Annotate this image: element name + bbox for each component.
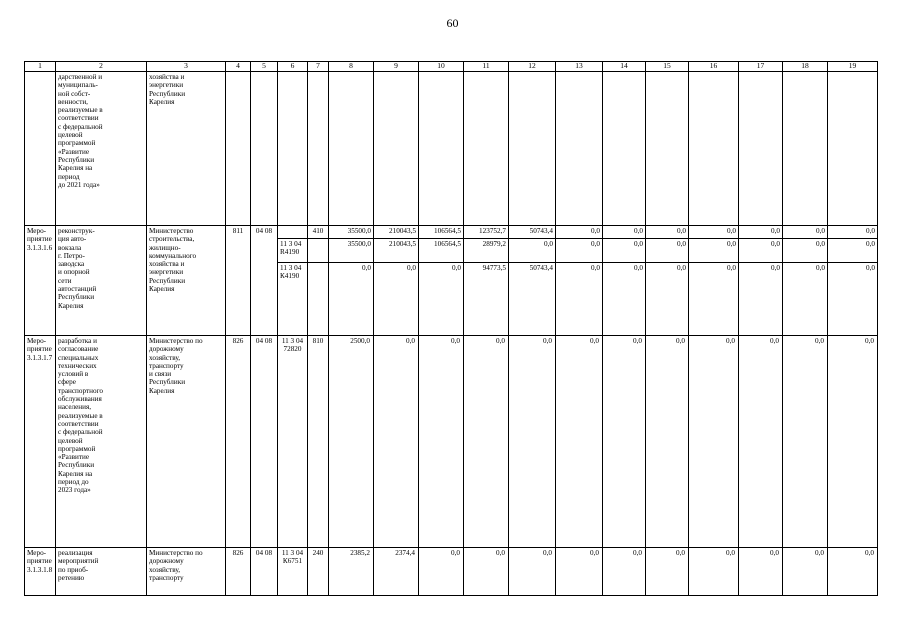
text-line: транспорту — [149, 361, 184, 370]
text-line: Республики — [149, 89, 186, 98]
text-line: хозяйству, — [149, 565, 181, 574]
column-header: 8 — [329, 62, 374, 72]
value-cell: 2374,4 — [374, 548, 419, 596]
text-line: Карелия — [149, 285, 175, 294]
measure-description-cell — [56, 72, 147, 226]
value-cell — [509, 72, 556, 226]
value: 0,0 — [689, 226, 738, 239]
text-line: 3.1.3.1.8 — [27, 565, 53, 574]
measure-description-cell — [56, 336, 147, 548]
value: 0,0 — [603, 239, 645, 263]
text-line: технических — [58, 361, 97, 370]
text-line: Карелия — [149, 386, 175, 395]
value: 50743,4 — [509, 226, 555, 239]
value: 123752,7 — [464, 226, 508, 239]
value-cell: 0,0 — [509, 548, 556, 596]
value: 0,0 — [646, 226, 688, 239]
text-line: по приоб- — [58, 565, 89, 574]
expense-type-cell — [308, 72, 329, 226]
sub-cell — [278, 263, 307, 286]
text-line: дорожному — [149, 345, 184, 354]
value-cell: 0,0 — [509, 336, 556, 548]
value: 106564,5 — [419, 239, 463, 263]
column-header: 13 — [556, 62, 603, 72]
value: 0,0 — [634, 264, 643, 272]
value-cell — [419, 72, 464, 226]
value: 0,0 — [591, 264, 600, 272]
sub-cell — [308, 239, 328, 263]
measure-code-cell — [25, 548, 56, 596]
text-line: и опорной — [58, 268, 90, 277]
text-line: «Развитие — [58, 453, 90, 462]
value-cell: 0,0 — [556, 336, 603, 548]
value-cell — [556, 226, 603, 336]
text-line: коммунального — [149, 251, 197, 260]
text-line: строительства, — [149, 235, 195, 244]
measure-description-cell — [56, 548, 147, 596]
value: 0,0 — [771, 264, 780, 272]
column-header: 1 — [25, 62, 56, 72]
value: 0,0 — [739, 239, 782, 263]
column-header: 6 — [278, 62, 308, 72]
text-line: населения, — [58, 403, 92, 412]
text-line: Министерство по — [149, 337, 203, 345]
text-line: Республики — [149, 276, 186, 285]
text-line: дорожному — [149, 557, 184, 566]
text-line: 3.1.3.1.7 — [27, 353, 53, 362]
value-cell: 0,0 — [603, 548, 646, 596]
text-line: программой — [58, 139, 96, 148]
target-article-cell — [278, 336, 308, 548]
text-line: Республики — [58, 461, 95, 470]
responsible-executor-cell — [147, 336, 226, 548]
section-code-cell — [251, 72, 278, 226]
text-line: и связи — [149, 370, 172, 379]
column-header: 19 — [828, 62, 878, 72]
value: 35500,0 — [329, 226, 373, 239]
value: 0,0 — [646, 239, 688, 263]
value-cell: 0,0 — [419, 336, 464, 548]
sub-cell: 410 — [308, 226, 328, 239]
target-article-cell — [278, 548, 308, 596]
column-header: 9 — [374, 62, 419, 72]
text-line: 11 3 04 — [281, 337, 304, 345]
value-cell — [783, 226, 828, 336]
text-line: транспортного — [58, 386, 103, 395]
value-cell — [646, 72, 689, 226]
text-line: приятие — [27, 345, 52, 354]
text-line: ной собст- — [58, 89, 91, 98]
value-cell — [689, 226, 739, 336]
text-line: период до — [58, 478, 89, 487]
page-number: 60 — [446, 16, 459, 30]
text-line: 11 3 04 — [281, 549, 304, 557]
value: 28979,2 — [464, 239, 508, 263]
value: 0,0 — [828, 226, 877, 239]
text-line: до 2021 года» — [58, 180, 100, 189]
column-header: 17 — [739, 62, 783, 72]
value-cell — [646, 226, 689, 336]
text-line: К4190 — [280, 272, 300, 281]
text-line: реализация — [58, 549, 93, 557]
value-cell — [739, 72, 783, 226]
value: 210043,5 — [374, 226, 418, 239]
target-article-cell — [278, 226, 308, 336]
value: 0,0 — [783, 239, 827, 263]
column-header: 11 — [464, 62, 509, 72]
column-header: 7 — [308, 62, 329, 72]
column-header: 10 — [419, 62, 464, 72]
text-line: сети — [58, 276, 72, 285]
text-line: муниципаль- — [58, 81, 98, 90]
text-line: энергетики — [149, 268, 184, 277]
sub-cell — [308, 263, 328, 286]
value: 0,0 — [556, 239, 602, 263]
value-cell — [374, 72, 419, 226]
text-line: Карелия — [149, 97, 175, 106]
value: 0,0 — [556, 226, 602, 239]
text-line: 3.1.3.1.6 — [27, 243, 53, 252]
text-line: хозяйству, — [149, 353, 181, 362]
text-line: Карелия на — [58, 469, 93, 478]
text-line: программой — [58, 444, 96, 453]
value: 0,0 — [828, 239, 877, 263]
sub-cell — [278, 226, 307, 239]
value-cell: 2385,2 — [329, 548, 374, 596]
text-line: заводска — [58, 260, 85, 269]
measure-code-cell — [25, 72, 56, 226]
target-article-cell — [278, 72, 308, 226]
value-cell: 0,0 — [646, 336, 689, 548]
value: 0,0 — [866, 264, 875, 272]
value-cell: 0,0 — [603, 336, 646, 548]
text-line: Карелия на — [58, 164, 93, 173]
value: 210043,5 — [374, 239, 418, 263]
section-code-cell: 04 08 — [251, 336, 278, 548]
text-line: приятие — [27, 557, 52, 566]
text-line: целевой — [58, 131, 83, 140]
value-cell — [509, 226, 556, 336]
text-line: соответствии — [58, 114, 99, 123]
value: 0,0 — [407, 264, 416, 272]
grbs-code-cell: 826 — [226, 548, 251, 596]
column-header: 3 — [147, 62, 226, 72]
text-line: К6751 — [282, 557, 303, 566]
column-header: 15 — [646, 62, 689, 72]
text-line: реализуемые в — [58, 106, 103, 115]
text-line: Меро- — [27, 227, 47, 235]
text-line: разработка и — [58, 337, 97, 345]
grbs-code-cell: 826 — [226, 336, 251, 548]
value: 0,0 — [452, 264, 461, 272]
value-cell — [329, 72, 374, 226]
text-line: Республики — [149, 378, 186, 387]
value-cell — [828, 72, 878, 226]
text-line: г. Петро- — [58, 251, 85, 260]
text-line: венности, — [58, 97, 88, 106]
text-line: Республики — [58, 293, 95, 302]
text-line: Карелия — [58, 301, 84, 310]
text-line: вокзала — [58, 243, 82, 252]
value-cell: 0,0 — [689, 336, 739, 548]
value-cell — [603, 72, 646, 226]
responsible-executor-cell — [147, 72, 226, 226]
value-cell — [329, 226, 374, 336]
value: 0,0 — [727, 264, 736, 272]
table-row — [25, 548, 878, 596]
text-line: 11 3 04 — [280, 264, 302, 272]
text-line: транспорту — [149, 573, 184, 582]
value-cell: 0,0 — [739, 336, 783, 548]
expense-type-cell — [308, 226, 329, 336]
value-cell: 0,0 — [419, 548, 464, 596]
text-line: 72820 — [283, 345, 302, 354]
text-line: хозяйства и — [149, 260, 185, 269]
value: 0,0 — [677, 264, 686, 272]
value: 0,0 — [603, 226, 645, 239]
text-line: автостанций — [58, 285, 97, 294]
value: 50743,4 — [529, 264, 553, 272]
value-cell: 0,0 — [828, 336, 878, 548]
value: 0,0 — [689, 239, 738, 263]
text-line: хозяйства и — [149, 73, 185, 81]
text-line: соответствии — [58, 419, 99, 428]
value-cell: 0,0 — [464, 548, 509, 596]
text-line: R4190 — [280, 248, 300, 257]
column-header: 12 — [509, 62, 556, 72]
expense-type-cell: 240 — [308, 548, 329, 596]
value: 0,0 — [362, 264, 371, 272]
section-code-cell: 04 08 — [251, 226, 278, 336]
value: 106564,5 — [419, 226, 463, 239]
value-cell — [464, 72, 509, 226]
value-cell — [603, 226, 646, 336]
table-row — [25, 72, 878, 226]
budget-table — [24, 61, 878, 596]
value-cell: 0,0 — [783, 336, 828, 548]
grbs-code-cell — [226, 72, 251, 226]
text-line: жилищно- — [149, 243, 181, 252]
responsible-executor-cell — [147, 548, 226, 596]
text-line: реконструк- — [58, 227, 95, 235]
value-cell: 2500,0 — [329, 336, 374, 548]
value-cell — [783, 72, 828, 226]
text-line: сфере — [58, 378, 76, 387]
text-line: условий в — [58, 370, 89, 379]
value-cell — [689, 72, 739, 226]
measure-code-cell — [25, 226, 56, 336]
value-cell — [464, 226, 509, 336]
text-line: Республики — [58, 155, 95, 164]
value-cell — [739, 226, 783, 336]
text-line: с федеральной — [58, 428, 103, 437]
value: 94773,5 — [482, 264, 506, 272]
text-line: Министерство — [149, 227, 194, 235]
value-cell: 0,0 — [689, 548, 739, 596]
text-line: энергетики — [149, 81, 184, 90]
responsible-executor-cell — [147, 226, 226, 336]
text-line: мероприятий — [58, 557, 99, 566]
expense-type-cell: 810 — [308, 336, 329, 548]
value: 0,0 — [739, 226, 782, 239]
text-line: обслуживания — [58, 395, 102, 404]
column-header: 4 — [226, 62, 251, 72]
value-cell: 0,0 — [739, 548, 783, 596]
column-header: 14 — [603, 62, 646, 72]
column-header: 16 — [689, 62, 739, 72]
value-cell: 0,0 — [464, 336, 509, 548]
section-code-cell: 04 08 — [251, 548, 278, 596]
text-line: целевой — [58, 436, 83, 445]
text-line: Меро- — [27, 337, 47, 345]
value-cell — [556, 72, 603, 226]
text-line: согласование — [58, 345, 99, 354]
value-cell: 0,0 — [374, 336, 419, 548]
value-cell: 0,0 — [828, 548, 878, 596]
value-cell: 0,0 — [646, 548, 689, 596]
measure-code-cell — [25, 336, 56, 548]
sub-cell — [278, 239, 307, 263]
value-cell — [374, 226, 419, 336]
text-line: Меро- — [27, 549, 47, 557]
text-line: ретению — [58, 573, 85, 582]
value-cell: 0,0 — [783, 548, 828, 596]
value: 0,0 — [783, 226, 827, 239]
text-line: Министерство по — [149, 549, 203, 557]
value: 35500,0 — [329, 239, 373, 263]
column-header: 5 — [251, 62, 278, 72]
column-header: 18 — [783, 62, 828, 72]
text-line: с федеральной — [58, 122, 103, 131]
value-cell: 0,0 — [556, 548, 603, 596]
table-row — [25, 226, 878, 336]
text-line: период — [58, 172, 80, 181]
value-cell — [828, 226, 878, 336]
column-header: 2 — [56, 62, 147, 72]
text-line: «Развитие — [58, 147, 90, 156]
text-line: специальных — [58, 353, 99, 362]
text-line: реализуемые в — [58, 411, 103, 420]
measure-description-cell — [56, 226, 147, 336]
text-line: приятие — [27, 235, 52, 244]
table-row — [25, 336, 878, 548]
value: 0,0 — [816, 264, 825, 272]
grbs-code-cell: 811 — [226, 226, 251, 336]
value-cell — [419, 226, 464, 336]
text-line: дарственной и — [58, 73, 103, 81]
text-line: 11 3 04 — [280, 240, 302, 248]
value: 0,0 — [509, 239, 555, 263]
column-number-header — [25, 62, 878, 72]
text-line: ция авто- — [58, 235, 87, 244]
text-line: 2023 года» — [58, 486, 91, 495]
